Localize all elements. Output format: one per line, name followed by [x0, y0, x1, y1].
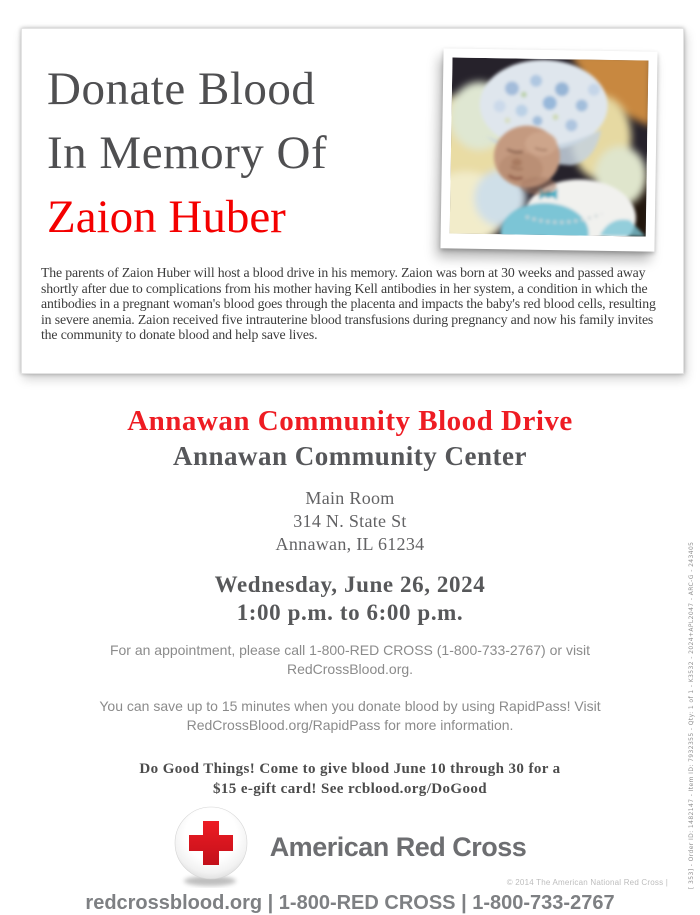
memorial-card [21, 28, 684, 374]
memorial-name: Zaion Huber [47, 191, 286, 243]
baby-photo-illustration [450, 57, 649, 236]
appointment-line1: For an appointment, please call 1-800-RED CROSS (1-800-733-2767) or visit [109, 642, 591, 658]
event-details [0, 404, 700, 915]
venue-city: Annawan, IL 61234 [275, 534, 425, 554]
promo-line1: Do Good Things! Come to give blood June 10 through 30 for a [139, 761, 561, 777]
event-time: 1:00 p.m. to 6:00 p.m. [236, 600, 464, 625]
venue-address [0, 487, 700, 556]
venue-street: 314 N. State St [293, 511, 407, 531]
appointment-note [0, 641, 700, 678]
promo-line2: $15 e-gift card! See rcblood.org/DoGood [212, 781, 488, 797]
drive-title: Annawan Community Blood Drive [127, 405, 573, 437]
print-code: [ 353] - Order ID: 1482147 - Item ID: 7932355 - Qty: 1 of 1 - K3532 - 2024+APL2047 - ARC-G - 243405 [688, 541, 695, 889]
event-date: Wednesday, June 26, 2024 [214, 572, 486, 597]
appointment-line2: RedCrossBlood.org. [286, 660, 414, 677]
red-cross-icon [174, 806, 250, 888]
memorial-paragraph: The parents of Zaion Huber will host a blood drive in his memory. Zaion was born at 30 weeks and passed away shortly after due to complications from his mother having Kell antibodies in her system, a condition in which the antibodies in a pregnant woman's blood goes through the placenta and impacts the baby's red blood cells, resulting in severe anemia. Zaion received five intrauterine blood transfusions during pregnancy and now his family invites the community to donate blood and help save lives. [41, 265, 656, 343]
baby-photo [440, 48, 657, 251]
rapidpass-note [0, 697, 700, 734]
contact-line: redcrossblood.org | 1-800-RED CROSS | 1-800-733-2767 [85, 892, 615, 914]
promo-note [0, 759, 700, 799]
rapidpass-line1: You can save up to 15 minutes when you donate blood by using RapidPass! Visit [99, 698, 601, 714]
hero-title-line1: Donate Blood [47, 63, 316, 115]
brand-row [0, 806, 700, 888]
venue-name: Annawan Community Center [172, 441, 527, 471]
brand-wordmark: American Red Cross [269, 831, 527, 862]
event-datetime [0, 571, 700, 627]
hero-title-line2: In Memory Of [47, 127, 328, 179]
rapidpass-line2: RedCrossBlood.org/RapidPass for more information. [186, 716, 514, 733]
venue-room: Main Room [305, 488, 395, 508]
hero-title [47, 57, 327, 185]
copyright-line: © 2014 The American National Red Cross | [506, 878, 668, 887]
